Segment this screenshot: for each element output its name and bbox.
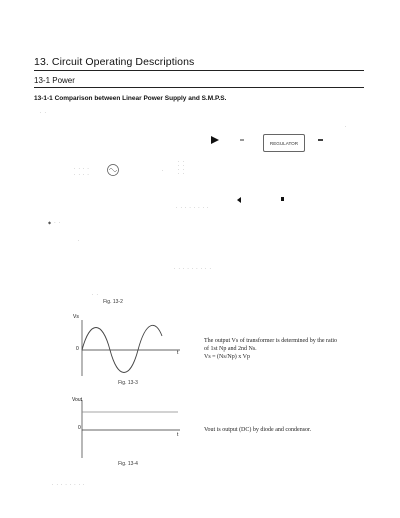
subsection-heading: 13-1-1 Comparison between Linear Power Supply and S.M.P.S. — [34, 95, 227, 102]
scan-speck: · — [78, 238, 81, 243]
sine-waveform — [82, 325, 162, 372]
scan-speck: · · · · · · · · — [52, 482, 86, 487]
scan-speck: · · · · — [74, 166, 90, 171]
block-diagram — [0, 120, 400, 180]
title-rule — [34, 70, 364, 71]
scan-speck: · — [162, 168, 165, 173]
note-line: The output Vs of transformer is determined by the ratio — [204, 338, 338, 344]
scan-speck: · · · · — [74, 172, 90, 177]
figure-13-3-y-label: Vs — [73, 314, 79, 320]
scan-speck: · · · · — [183, 159, 186, 176]
scan-speck: ◆ · · — [48, 220, 61, 225]
scan-speck: · · · · · · · · · — [174, 266, 212, 271]
figure-13-4-y-label: Vout — [72, 397, 83, 403]
figure-13-4-x-label: t — [177, 432, 179, 438]
diode-arrow-icon — [211, 136, 219, 144]
scan-speck: · · — [40, 110, 47, 115]
scan-speck: · · · · — [178, 159, 181, 176]
figure-13-3-plot — [76, 316, 186, 378]
figure-13-4-note — [204, 426, 384, 434]
figure-13-4-origin: 0 — [78, 425, 81, 431]
regulator-label: REGULATOR — [269, 140, 299, 146]
section-heading: 13-1 Power — [34, 76, 75, 85]
figure-13-3-note — [204, 337, 384, 361]
figure-13-2-caption: Fig. 13-2 — [103, 299, 123, 305]
figure-13-4-caption: Fig. 13-4 — [118, 461, 138, 467]
scan-speck: · · · · · · · · — [176, 205, 210, 210]
note-line: Vout is output (DC) by diode and condensor. — [204, 427, 312, 433]
page-title: 13. Circuit Operating Descriptions — [34, 56, 195, 68]
figure-13-3-caption: Fig. 13-3 — [118, 380, 138, 386]
regulator-block — [263, 134, 305, 152]
figure-13-3-x-label: t — [177, 350, 179, 356]
note-line: Vs = (Ns/Np) x Vp — [204, 354, 250, 360]
scan-speck: · — [345, 124, 348, 129]
figure-13-4-plot — [76, 398, 186, 460]
section-rule — [34, 87, 364, 88]
figure-13-3-origin: 0 — [76, 346, 79, 352]
scan-speck: · · — [92, 292, 99, 297]
note-line: of 1st Np and 2nd Ns. — [204, 346, 257, 352]
arrow-icon — [237, 197, 241, 203]
